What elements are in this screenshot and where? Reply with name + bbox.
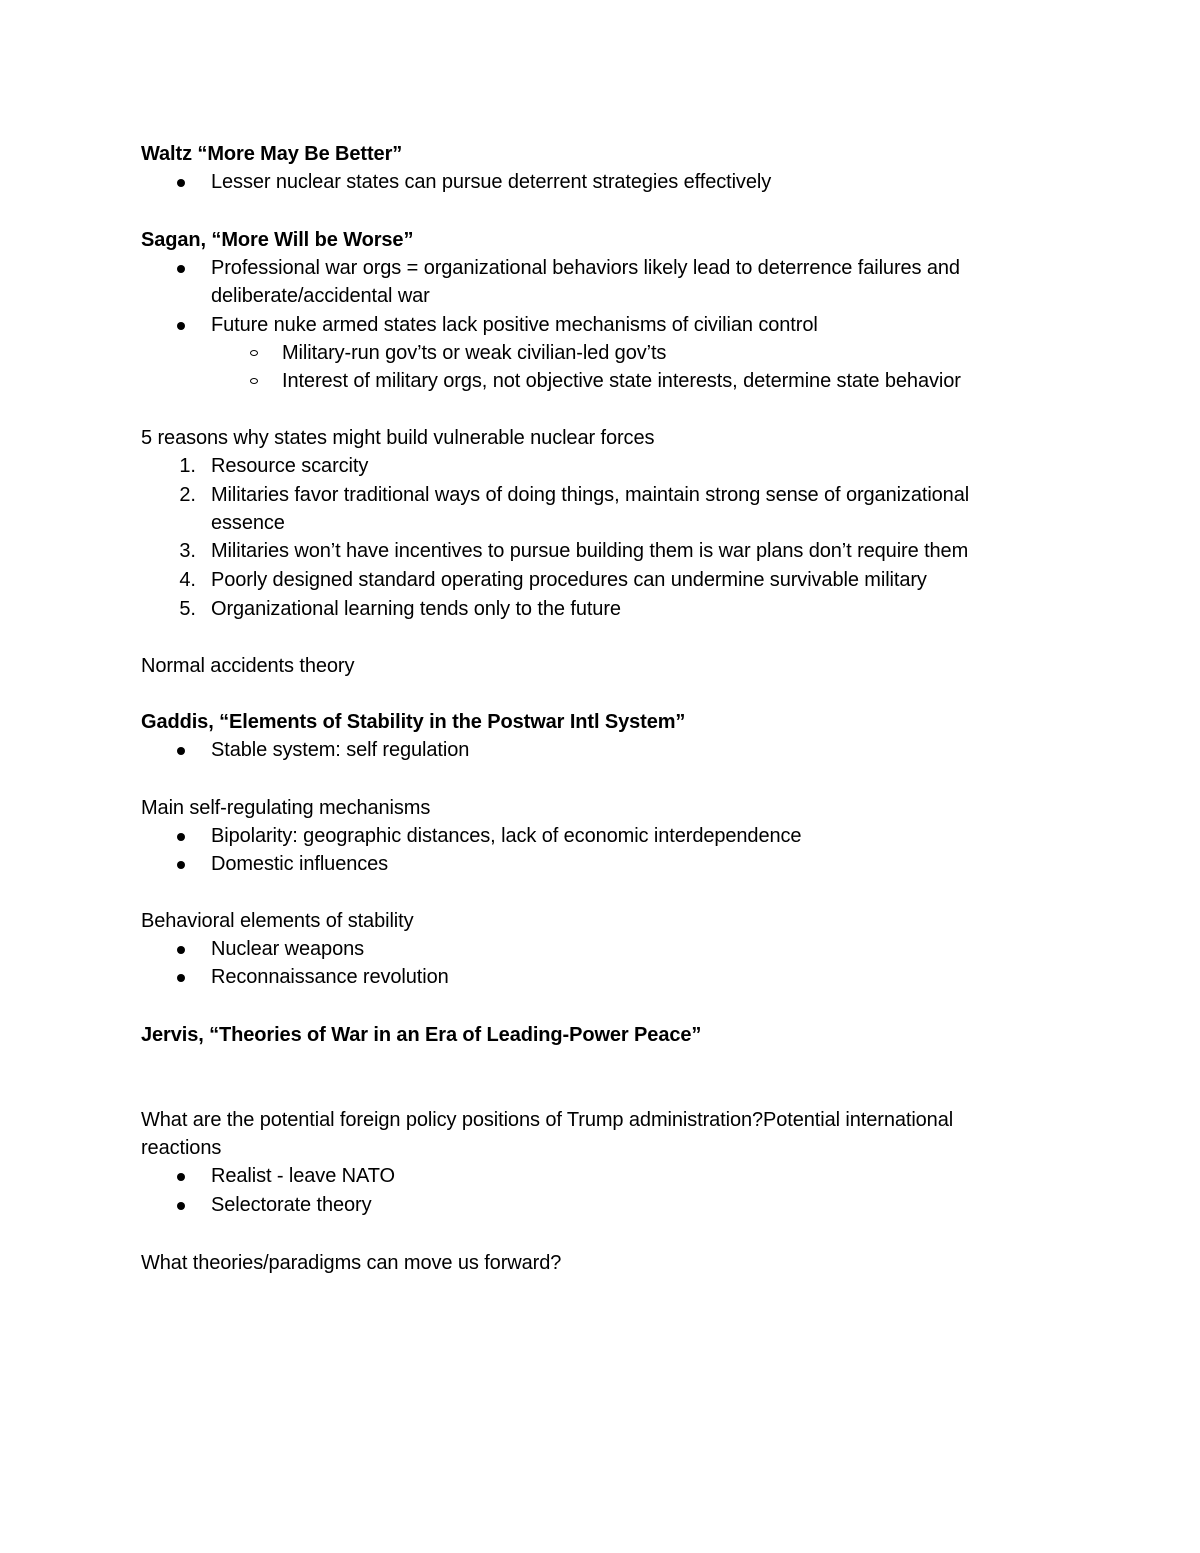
bullet-icon <box>177 1202 185 1210</box>
mechanisms-bullet-2: Domestic influences <box>211 853 389 875</box>
reason-item-2-line-1: Militaries favor traditional ways of doing things, maintain strong sense of organizational <box>211 484 970 506</box>
bullet-icon <box>177 322 185 330</box>
bullet-icon <box>177 946 185 954</box>
reasons-heading: 5 reasons why states might build vulnerable nuclear forces <box>141 427 655 449</box>
reason-item-2-line-2: essence <box>211 512 285 534</box>
sagan-sub-bullet-2: Interest of military orgs, not objective state interests, determine state behavior <box>282 370 961 392</box>
list-number: 4. <box>179 569 196 591</box>
hollow-bullet-icon <box>250 350 258 356</box>
behavioral-bullet-2: Reconnaissance revolution <box>211 966 449 988</box>
jervis-heading: Jervis, “Theories of War in an Era of Leading-Power Peace” <box>141 1024 702 1046</box>
bullet-icon <box>177 974 185 982</box>
mechanisms-heading: Main self-regulating mechanisms <box>141 797 431 819</box>
list-number: 5. <box>179 598 196 620</box>
behavioral-heading: Behavioral elements of stability <box>141 910 414 932</box>
normal-accidents-heading: Normal accidents theory <box>141 655 355 677</box>
forward-question: What theories/paradigms can move us forward? <box>141 1252 562 1274</box>
hollow-bullet-icon <box>250 378 258 384</box>
reason-item-5: Organizational learning tends only to the future <box>211 598 621 620</box>
waltz-heading: Waltz “More May Be Better” <box>141 143 403 165</box>
bullet-icon <box>177 1173 185 1181</box>
sagan-bullet-1-line-2: deliberate/accidental war <box>211 285 430 307</box>
trump-question-line-1: What are the potential foreign policy positions of Trump administration?Potential international <box>141 1109 954 1131</box>
list-number: 3. <box>179 540 196 562</box>
behavioral-bullet-1: Nuclear weapons <box>211 938 365 960</box>
waltz-bullet-1: Lesser nuclear states can pursue deterrent strategies effectively <box>211 171 772 193</box>
bullet-icon <box>177 747 185 755</box>
bullet-icon <box>177 861 185 869</box>
reason-item-4: Poorly designed standard operating procedures can undermine survivable military <box>211 569 927 591</box>
bullet-icon <box>177 265 185 273</box>
list-number: 2. <box>179 484 196 506</box>
gaddis-heading: Gaddis, “Elements of Stability in the Postwar Intl System” <box>141 711 686 733</box>
reason-item-3: Militaries won’t have incentives to pursue building them is war plans don’t require them <box>211 540 969 562</box>
bullet-icon <box>177 833 185 841</box>
sagan-sub-bullet-1: Military-run gov’ts or weak civilian-led gov’ts <box>282 342 667 364</box>
reason-item-1: Resource scarcity <box>211 455 369 477</box>
sagan-bullet-2: Future nuke armed states lack positive mechanisms of civilian control <box>211 314 818 336</box>
trump-bullet-2: Selectorate theory <box>211 1194 372 1216</box>
trump-bullet-1: Realist - leave NATO <box>211 1165 395 1187</box>
bullet-icon <box>177 179 185 187</box>
gaddis-bullet-1: Stable system: self regulation <box>211 739 470 761</box>
sagan-heading: Sagan, “More Will be Worse” <box>141 229 414 251</box>
list-number: 1. <box>179 455 196 477</box>
mechanisms-bullet-1: Bipolarity: geographic distances, lack of economic interdependence <box>211 825 802 847</box>
sagan-bullet-1-line-1: Professional war orgs = organizational behaviors likely lead to deterrence failures and <box>211 257 960 279</box>
trump-question-line-2: reactions <box>141 1137 222 1159</box>
